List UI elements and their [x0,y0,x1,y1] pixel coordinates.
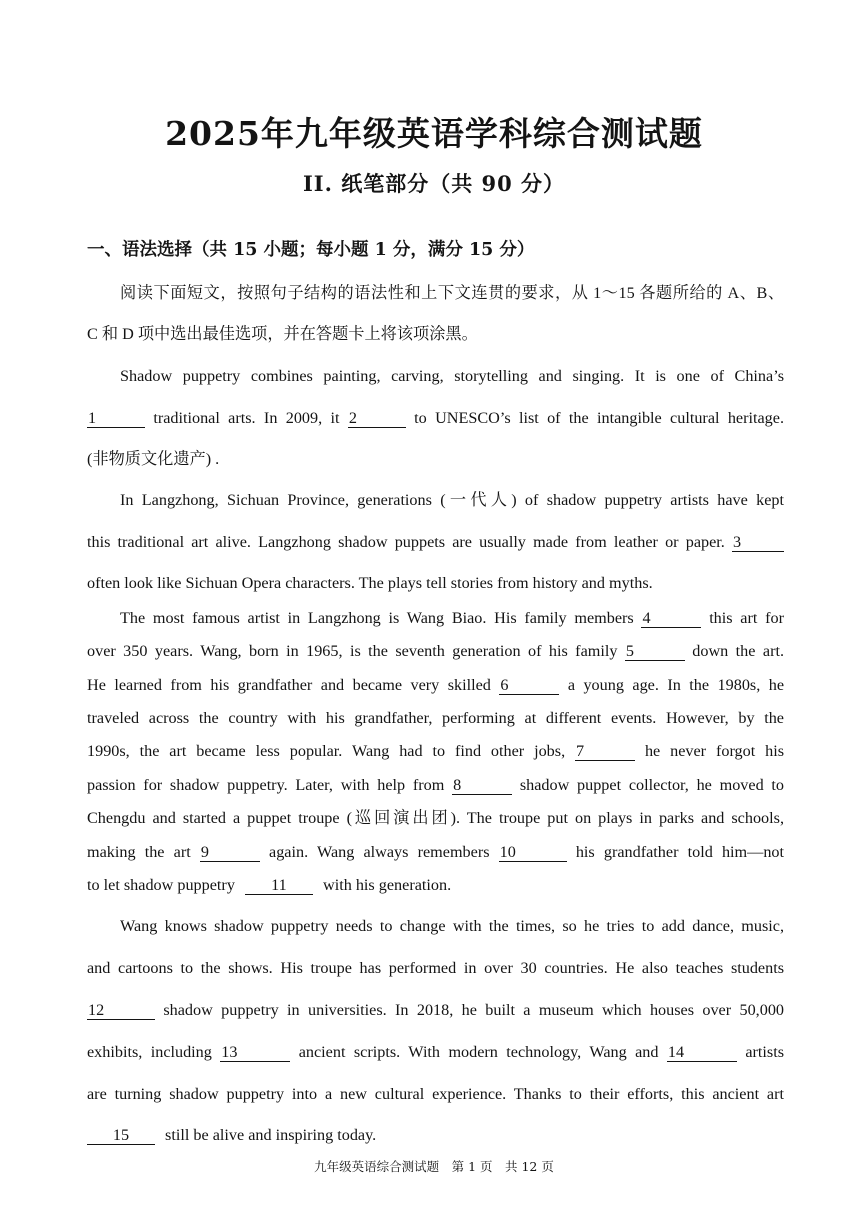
answer-blank: 12 [87,1002,155,1020]
answer-blank: 4 [641,610,701,628]
passage-text: still be alive and inspiring today. [165,1126,377,1144]
page-title: 2025年九年级英语学科综合测试题 [165,114,703,153]
passage-text: this traditional art alive. Langzhong shadow puppets are usually made from leather or paper. [87,533,725,551]
passage-text: this art for [709,609,784,627]
answer-blank: 3 [732,534,784,552]
passage-text: making the art [87,843,191,861]
passage-line: and cartoons to the shows. His troupe has performed in over 30 countries. He also teaches students [87,959,784,977]
page-subtitle: II. 纸笔部分（共 90 分） [302,171,566,196]
passage-text: shadow puppet collector, he moved to [519,776,785,794]
passage-text: he never forgot his [644,742,785,760]
passage-text: artists [745,1043,785,1061]
instruction-line: 阅读下面短文，按照句子结构的语法性和上下文连贯的要求，从 1～15 各题所给的 A、B、 [120,284,784,302]
passage-text: his grandfather told him—not [575,843,785,861]
passage-text: over 350 years. Wang, born in 1965, is the seventh generation of his family [87,642,618,660]
answer-blank: 10 [499,844,567,862]
passage-line [87,641,784,661]
answer-blank: 2 [348,410,406,428]
answer-blank: 7 [575,743,635,761]
passage-text: with his generation. [323,876,452,894]
passage-text: 1990s, the art became less popular. Wang had to find other jobs, [87,742,566,760]
passage-text: again. Wang always remembers [269,843,490,861]
passage-line: traveled across the country with his grandfather, performing at different events. However, by the [87,709,784,727]
passage-text: He learned from his grandfather and became very skilled [87,676,491,694]
answer-blank: 13 [220,1044,290,1062]
passage-line: Wang knows shadow puppetry needs to change with the times, so he tries to add dance, music, [120,917,784,935]
passage-text: to let shadow puppetry [87,876,235,894]
passage-line [87,842,784,862]
answer-blank: 1 [87,410,145,428]
passage-line: In Langzhong, Sichuan Province, generations (一代人) of shadow puppetry artists have kept [120,491,784,509]
passage-line [87,408,784,428]
answer-blank: 15 [87,1127,155,1145]
answer-blank: 8 [452,777,512,795]
passage-line: often look like Sichuan Opera characters. The plays tell stories from history and myths. [87,574,653,592]
passage-text: down the art. [692,642,785,660]
passage-text: The most famous artist in Langzhong is Wang Biao. His family members [120,609,634,627]
passage-line [87,675,784,695]
passage-text: traditional arts. In 2009, it [153,409,340,427]
passage-line [87,1000,784,1020]
passage-line [87,741,784,761]
passage-line [87,775,784,795]
page-footer: 九年级英语综合测试题 第 1 页 共 12 页 [314,1159,554,1174]
instruction-line: C 和 D 项中选出最佳选项，并在答题卡上将该项涂黑。 [87,325,478,343]
answer-blank: 11 [245,877,313,895]
passage-text: shadow puppetry in universities. In 2018, he built a museum which houses over 50,000 [163,1001,785,1019]
passage-text: exhibits, including [87,1043,212,1061]
passage-line [120,608,784,628]
passage-line [87,532,784,552]
passage-text: to UNESCO’s list of the intangible cultural heritage. [414,409,784,427]
section-heading: 一、语法选择（共 15 小题；每小题 1 分，满分 15 分） [87,240,535,260]
answer-blank: 14 [667,1044,737,1062]
answer-blank: 9 [200,844,260,862]
answer-blank: 6 [499,677,559,695]
passage-line: (非物质文化遗产) . [87,450,220,468]
passage-line [87,1125,784,1145]
passage-line: Shadow puppetry combines painting, carving, storytelling and singing. It is one of China’s [120,367,784,385]
answer-blank: 5 [625,643,685,661]
passage-line: are turning shadow puppetry into a new cultural experience. Thanks to their efforts, this ancient art [87,1085,784,1103]
passage-text: passion for shadow puppetry. Later, with help from [87,776,445,794]
passage-line [87,875,784,895]
passage-text: ancient scripts. With modern technology, Wang and [298,1043,659,1061]
passage-line [87,1042,784,1062]
passage-text: a young age. In the 1980s, he [567,676,785,694]
passage-line: Chengdu and started a puppet troupe (巡回演出团). The troupe put on plays in parks and schools, [87,809,784,827]
